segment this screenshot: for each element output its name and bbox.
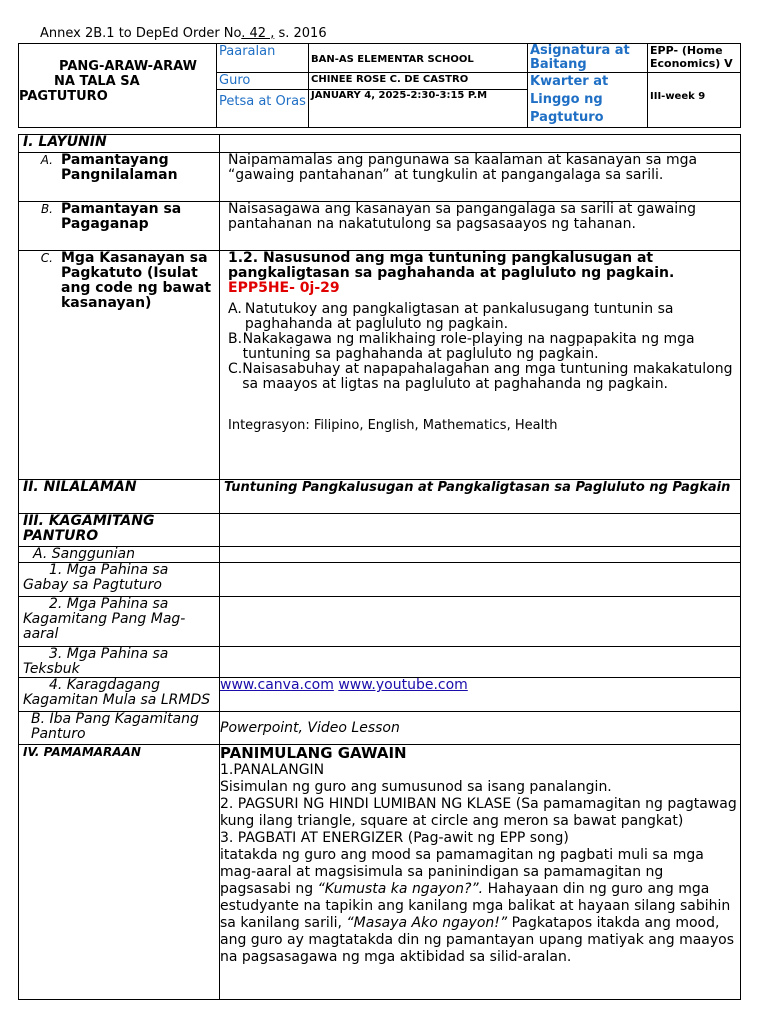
kasanayan-heading: 1.2. Nasusunod ang mga tuntuning pangkalusugan at pangkaligtasan sa paghahanda at pagluluto ng pagkain. EPP5HE- 0j-29 xyxy=(228,250,675,296)
kagamitang-pang-mag-aaral-label: 2. Mga Pahina sa Kagamitang Pang Mag-aaral xyxy=(19,597,220,647)
guro-label: Guro xyxy=(217,73,309,90)
panimulang-gawain-title: PANIMULANG GAWAIN xyxy=(220,744,407,762)
pagaganap-label: Pamantayan sa Pagaganap xyxy=(61,201,182,232)
kwarter-value: III-week 9 xyxy=(648,73,741,128)
petsa-value: JANUARY 4, 2025-2:30-3:15 P.M xyxy=(309,89,528,127)
kwarter-label: Kwarter at Linggo ng Pagtuturo xyxy=(528,73,648,128)
petsa-label: Petsa at Oras xyxy=(217,89,309,127)
kagamitan-heading: III. KAGAMITANG PANTURO xyxy=(19,514,220,547)
document-title: PANG-ARAW-ARAW NA TALA SA PAGTUTURO xyxy=(19,44,217,128)
asignatura-label: Asignatura at Baitang xyxy=(528,44,648,73)
teksbuk-label: 3. Mga Pahina sa Teksbuk xyxy=(19,647,220,678)
paaralan-label: Paaralan xyxy=(217,44,309,73)
annex-reference: Annex 2B.1 to DepEd Order No. 42 , s. 2016 xyxy=(40,26,327,41)
pamantayang-label: Pamantayang Pangnilalaman xyxy=(61,152,178,183)
iba-pang-label: B. Iba Pang Kagamitang Panturo xyxy=(19,712,220,745)
iba-pang-value: Powerpoint, Video Lesson xyxy=(220,712,741,745)
step-pagbati: 3. PAGBATI AT ENERGIZER (Pag-awit ng EPP song) xyxy=(220,830,569,846)
pagaganap-text: Naisasagawa ang kasanayan sa pangangalaga sa sarili at gawaing pantahanan na nakatutulong sa pagsasaayos ng tahanan. xyxy=(220,202,741,251)
guro-value: CHINEE ROSE C. DE CASTRO xyxy=(309,73,528,90)
sanggunian-label: A. Sanggunian xyxy=(19,547,220,563)
lrmds-label: 4. Karagdagang Kagamitan Mula sa LRMDS xyxy=(19,678,220,712)
layunin-heading: I. LAYUNIN xyxy=(19,135,220,153)
kasanayan-label: Mga Kasanayan sa Pagkatuto (Isulat ang code ng bawat kasanayan) xyxy=(61,250,212,311)
pamantayang-text: Naipamamalas ang pangunawa sa kaalaman at kasanayan sa mga “gawaing pantahanan” at tungkulin at pangangalaga sa sarili. xyxy=(220,153,741,202)
list-item: B. Nakakagawa ng malikhaing role-playing na nagpapakita ng mga tuntuning sa paghahanda at pagluluto ng pagkain. xyxy=(228,331,695,362)
step-pagsuri: 2. PAGSURI NG HINDI LUMIBAN NG KLASE (Sa pamamagitan ng pagtawag kung ilang triangle, square at circle ang meron sa bawat pangkat) xyxy=(220,796,737,829)
header-table xyxy=(18,43,741,128)
nilalaman-heading: II. NILALAMAN xyxy=(19,480,220,514)
lesson-plan-table: I. LAYUNIN A. Pamantayang Pangnilalaman Naipamamalas ang pangunawa sa kaalaman at kasanayan sa mga “gawaing pantahanan” at tungkulin at pangangalaga sa sarili. B. Pamantayan sa Pagaganap Naisasagawa ang kasanayan sa pangangalaga sa sarili at gawaing pantahanan na nakatutulong sa pagsasaayos ng tahanan. C. Mga Kasanayan sa Pagkatuto (Isulat ang code ng bawat kasanayan) 1.2. Nasusunod ang mga tuntuning pangkalusugan at pangkaligtasan sa paghahanda at pagluluto ng pagkain. EPP5HE- 0j-29 A. Natutukoy ang pangkaligtasan at pankalusugang tuntunin sa paghahanda at pagluluto ng pagkain. B. Nakakagawa ng malikhaing role-playing na nagpapakita ng mga tuntuning sa paghahanda at pagluluto ng pagkain. C. Naisasabuhay at napapahalagahan ang mga tuntuning makakatulong sa maayos at ligtas na pagluluto at paghahanda ng pagkain. Integrasyon: Filipino, English, Mathematics, Health II. NILALAMAN Tuntuning Pangkalusugan at Pangkaligtasan sa Pagluluto ng Pagkain III. KAGAMITANG PANTURO A. Sanggunian 1. Mga Pahina sa Gabay sa Pagtuturo 2. Mga Pahina sa Kagamitang Pang Mag-aaral 3. Mga Pahina sa Teksbuk 4. Karagdagang Kagamitan Mula sa LRMDS www.canva.com www.youtube.com B. Iba Pang Kagamitang Panturo Powerpoint, Video Lesson IV. PAMAMARAAN PANIMULANG GAWAIN 1.PANALANGIN Sisimulan ng guro ang sumusunod sa isang panalangin. 2. PAGSURI NG HINDI LUMIBAN NG KLASE (Sa pamamagitan ng pagtawag kung ilang triangle, square at circle ang meron sa bawat pangkat) 3. PAGBATI AT ENERGIZER (Pag-awit ng EPP song) itatakda ng guro ang mood sa pamamagitan ng pagbati muli sa mga mag-aaral at magsisimula sa paninindigan sa pamamagitan ng pagsasabi ng “Kumusta ka ngayon?”. Hahayaan din ng guro ang mga estudyante na tapikin ang kanilang mga balikat at hayaan silang sabihin sa kanilang sarili, “Masaya Ako ngayon!” Pagkatapos itakda ang mood, ang guro ay magtatakda din ng pamantayan upang matiyak ang maayos na pagsasagawa ng mga aktibidad sa silid-aralan. xyxy=(18,134,741,1000)
pamamaraan-heading: IV. PAMAMARAAN xyxy=(19,745,220,1000)
competency-code: EPP5HE- 0j-29 xyxy=(228,280,340,296)
list-item: A. Natutukoy ang pangkaligtasan at pankalusugang tuntunin sa paghahanda at pagluluto ng pagkain. xyxy=(228,301,674,332)
asignatura-value: EPP- (Home Economics) V xyxy=(648,44,741,73)
nilalaman-text: Tuntuning Pangkalusugan at Pangkaligtasan sa Pagluluto ng Pagkain xyxy=(220,480,741,514)
gabay-label: 1. Mga Pahina sa Gabay sa Pagtuturo xyxy=(19,563,220,597)
step-pagbati-text: itatakda ng guro ang mood sa pamamagitan ng pagbati muli sa mga mag-aaral at magsisimula sa paninindigan sa pamamagitan ng pagsasabi ng “Kumusta ka ngayon?”. Hahayaan din ng guro ang mga estudyante na tapikin ang kanilang mga balikat at hayaan silang sabihin sa kanilang sarili, “Masaya Ako ngayon!” Pagkatapos itakda ang mood, ang guro ay magtatakda din ng pamantayan upang matiyak ang maayos na pagsasagawa ng mga aktibidad sa silid-aralan. xyxy=(220,847,735,965)
youtube-link[interactable]: www.youtube.com xyxy=(338,677,468,693)
canva-link[interactable]: www.canva.com xyxy=(220,677,334,693)
step-panalangin-text: Sisimulan ng guro ang sumusunod sa isang panalangin. xyxy=(220,779,612,795)
step-panalangin: 1.PANALANGIN xyxy=(220,762,325,778)
list-item: C. Naisasabuhay at napapahalagahan ang mga tuntuning makakatulong sa maayos at ligtas na pagluluto at paghahanda ng pagkain. xyxy=(228,361,733,392)
integrasyon: Integrasyon: Filipino, English, Mathematics, Health xyxy=(228,418,558,433)
paaralan-value: BAN-AS ELEMENTAR SCHOOL xyxy=(309,44,528,73)
objectives-list xyxy=(228,302,736,392)
